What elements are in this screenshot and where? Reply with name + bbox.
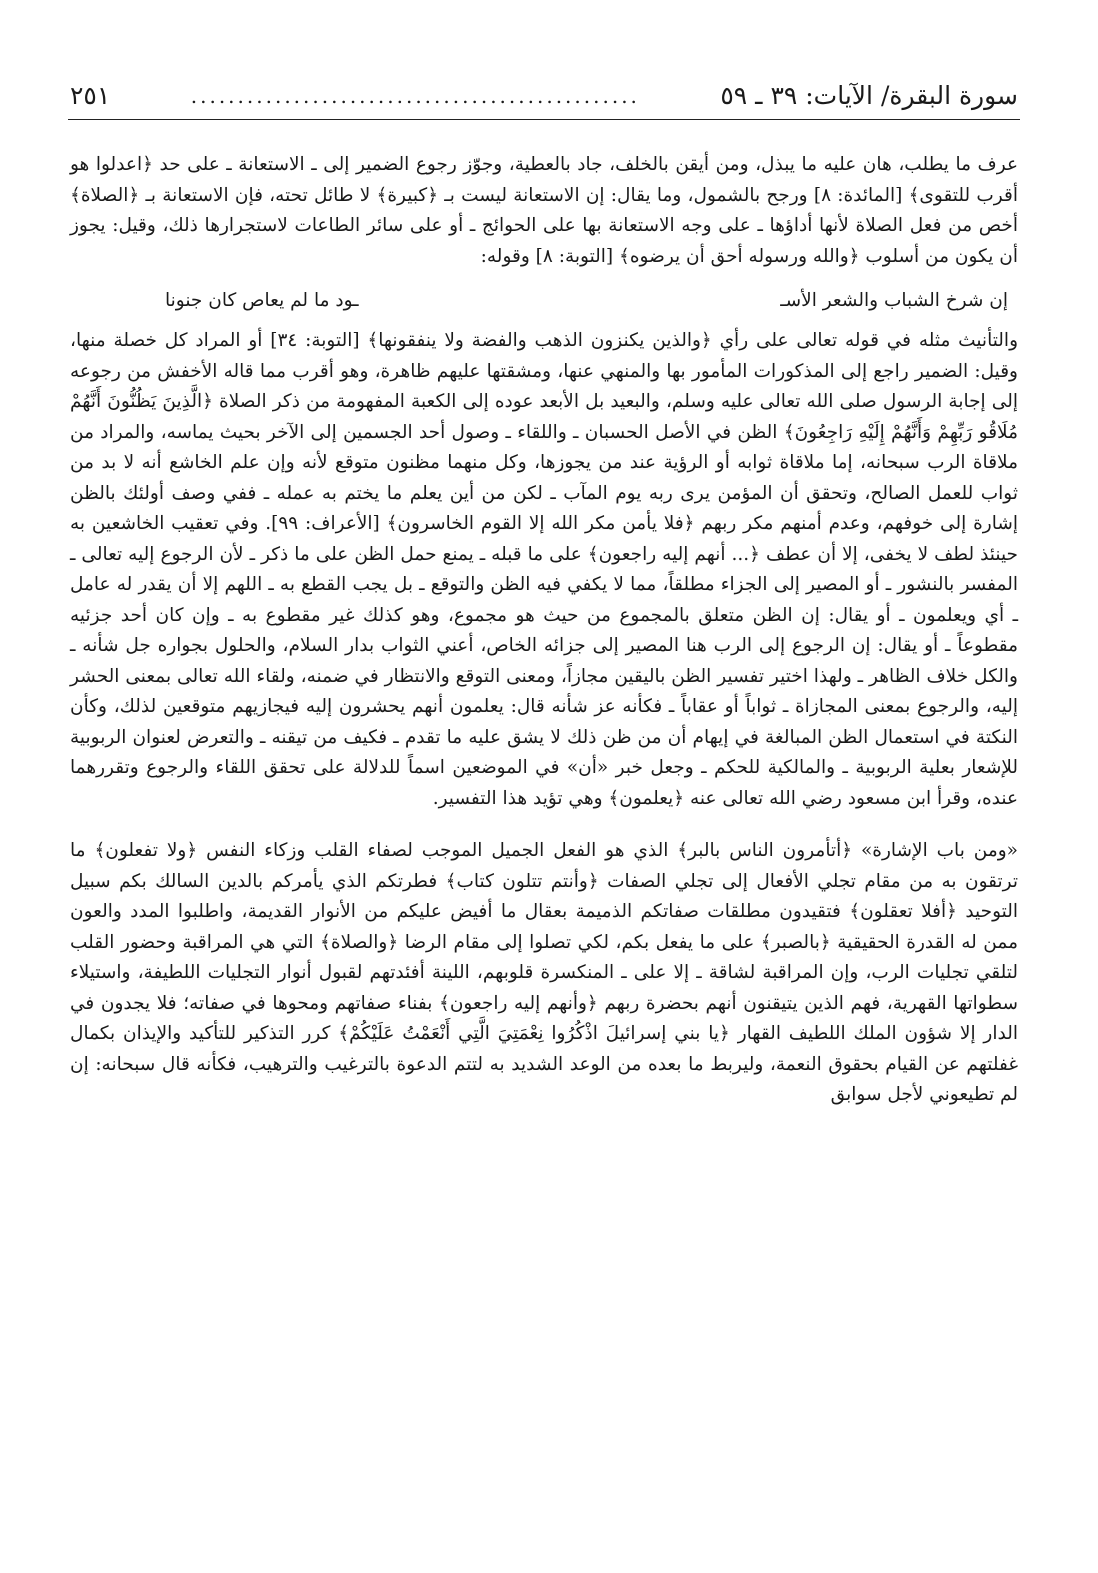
paragraph-3-ishara: «ومن باب الإشارة» ﴿أتأمرون الناس بالبر﴾ الذي هو الفعل الجميل الموجب لصفاء القلب وزكاء النفس ﴿ولا تفعلون﴾ ما ترتقون به من مقام تجلي الأفعال إلى تجلي الصفات ﴿وأنتم تتلون كتاب﴾ فطرتكم الذي يأمركم بالدين السالك بكم سبيل التوحيد ﴿أفلا تعقلون﴾ فتقيدون مطلقات صفاتكم الذميمة بعقال ما أفيض عليكم من الأنوار القديمة، واطلبوا المدد والعون ممن له القدرة الحقيقية ﴿بالصبر﴾ على ما يفعل بكم، لكي تصلوا إلى مقام الرضا ﴿والصلاة﴾ التي هي المراقبة وحضور القلب لتلقي تجليات الرب، وإن المراقبة لشاقة ـ إلا على ـ المنكسرة قلوبهم، اللينة أفئدتهم لقبول أنوار التجليات اللطيفة، واستيلاء سطواتها القهرية، فهم الذين يتيقنون أنهم بحضرة ربهم ﴿وأنهم إليه راجعون﴾ بفناء صفاتهم ومحوها في صفاته؛ فلا يجدون في الدار إلا شؤون الملك اللطيف القهار ﴿يا بني إسرائيلَ اذْكُرُوا نِعْمَتِيَ الَّتِي أَنْعَمْتُ عَلَيْكُمْ﴾ كرر التذكير للتأكيد والإيذان بكمال غفلتهم عن القيام بحقوق النعمة، وليربط ما بعده من الوعد الشديد به لتتم الدعوة بالترغيب والترهيب، فكأنه قال سبحانه: إن لم تطيعوني لأجل سوابق	[70, 840, 1018, 1105]
verse-first-hemistich: إن شرخ الشباب والشعر الأسـ	[780, 290, 1008, 311]
body-text	[70, 150, 1018, 1111]
running-header	[70, 78, 1018, 114]
paragraph-1: عرف ما يطلب، هان عليه ما يبذل، ومن أيقن بالخلف، جاد بالعطية، وجوّز رجوع الضمير إلى ـ الاستعانة ـ على حد ﴿اعدلوا هو أقرب للتقوى﴾ [المائدة: ٨] ورجح بالشمول، وما يقال: إن الاستعانة ليست بـ ﴿كبيرة﴾ لا طائل تحته، فإن الاستعانة بـ ﴿الصلاة﴾ أخص من فعل الصلاة لأنها أداؤها ـ على وجه الاستعانة بها على الحوائج ـ أو على سائر الطاعات لاستجرارها ذلك، وقيل: يجوز أن يكون من أسلوب ﴿والله ورسوله أحق أن يرضوه﴾ [التوبة: ٨] وقوله:	[70, 154, 1018, 267]
paragraph-gap	[70, 814, 1018, 836]
page-number: ٢٥١	[70, 81, 111, 110]
surah-title: سورة البقرة/ الآيات: ٣٩ ـ ٥٩	[720, 81, 1018, 110]
leader-dots: ................................................	[190, 84, 640, 108]
paragraph-2: والتأنيث مثله في قوله تعالى على رأي ﴿والذين يكنزون الذهب والفضة ولا ينفقونها﴾ [التوبة: ٣٤] أو المراد كل خصلة منها، وقيل: الضمير راجع إلى المذكورات المأمور بها والمنهي عنها، ومشقتها عليهم ظاهرة، وهو أقرب مما قاله الأخفش من رجوعه إلى إجابة الرسول صلى الله تعالى عليه وسلم، والبعيد بل الأبعد عوده إلى الكعبة المفهومة من ذكر الصلاة ﴿الَّذِينَ يَظُنُّونَ أَنَّهُمْ مُلَاقُو رَبِّهِمْ وَأَنَّهُمْ إِلَيْهِ رَاجِعُونَ﴾ الظن في الأصل الحسبان ـ واللقاء ـ وصول أحد الجسمين إلى الآخر بحيث يماسه، والمراد من ملاقاة الرب سبحانه، إما ملاقاة ثوابه أو الرؤية عند من يجوزها، وكل منهما مظنون متوقع لأنه وإن علم الخاشع أنه لا بد من ثواب للعمل الصالح، وتحقق أن المؤمن يرى ربه يوم المآب ـ لكن من أين يعلم ما يختم به عمله ـ ففي وصف أولئك بالظن إشارة إلى خوفهم، وعدم أمنهم مكر ربهم ﴿فلا يأمن مكر الله إلا القوم الخاسرون﴾ [الأعراف: ٩٩]. وفي تعقيب الخاشعين به حينئذ لطف لا يخفى، إلا أن عطف ﴿... أنهم إليه راجعون﴾ على ما قبله ـ يمنع حمل الظن على ما ذكر ـ لأن الرجوع إليه تعالى ـ المفسر بالنشور ـ أو المصير إلى الجزاء مطلقاً، مما لا يكفي فيه الظن والتوقع ـ بل يجب القطع به ـ اللهم إلا أن يقدر له عامل ـ أي ويعلمون ـ أو يقال: إن الظن متعلق بالمجموع من حيث هو مجموع، وهو كذلك غير مقطوع به ـ وإن كان أحد جزئيه مقطوعاً ـ أو يقال: إن الرجوع إلى الرب هنا المصير إلى جزائه الخاص، أعني الثواب بدار السلام، والحلول بجواره جل شأنه ـ والكل خلاف الظاهر ـ ولهذا اختير تفسير الظن باليقين مجازاً، ومعنى التوقع والانتظار في ضمنه، ولقاء الله تعالى بمعنى الحشر إليه، والرجوع بمعنى المجازاة ـ ثواباً أو عقاباً ـ فكأنه عز شأنه قال: يعلمون أنهم يحشرون إليه فيجازيهم متوقعين لذلك، وكأن النكتة في استعمال الظن المبالغة في إيهام أن من ظن ذلك لا يشق عليه ما تقدم ـ فكيف من تيقنه ـ والتعرض لعنوان الربوبية للإشعار بعلية الربوبية ـ والمالكية للحكم ـ وجعل خبر «أن» في الموضعين اسماً للدلالة على تحقق اللقاء والرجوع وتقررهما عنده، وقرأ ابن مسعود رضي الله تعالى عنه ﴿يعلمون﴾ وهي تؤيد هذا التفسير.	[70, 330, 1019, 809]
header-rule	[68, 119, 1020, 120]
poetry-verse	[165, 286, 1008, 316]
verse-second-hemistich: ـود ما لم يعاص كان جنونا	[165, 290, 359, 311]
